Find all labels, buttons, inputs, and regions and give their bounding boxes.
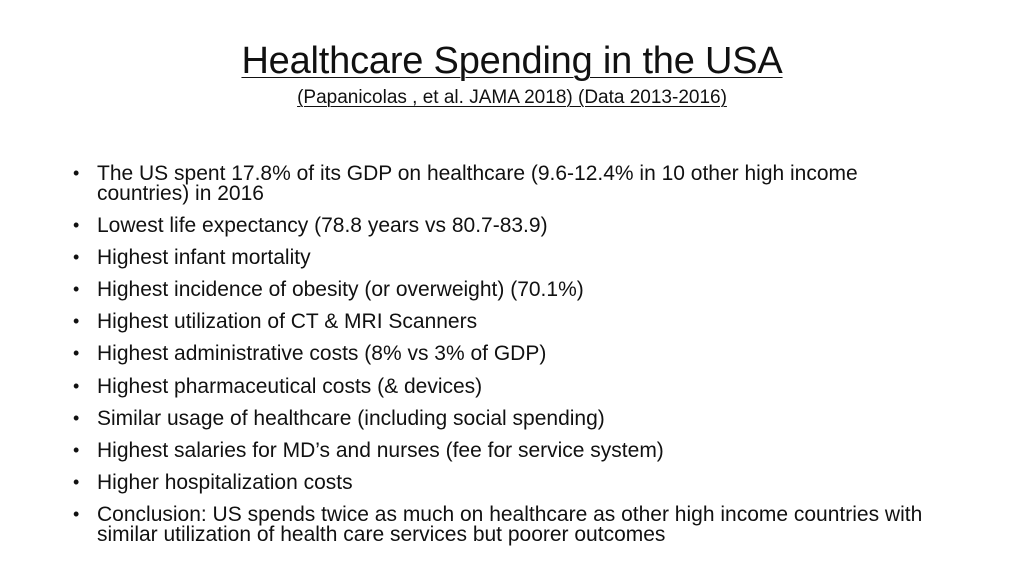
slide-title: Healthcare Spending in the USA [241, 40, 783, 82]
bullet-item: • Lowest life expectancy (78.8 years vs 80.7-83.9) [72, 216, 952, 236]
bullet-item: • Highest incidence of obesity (or overweight) (70.1%) [72, 280, 952, 300]
bullet-item: • Highest utilization of CT & MRI Scanners [72, 312, 952, 332]
bullet-item: • Highest infant mortality [72, 248, 952, 268]
bullet-item: • Highest pharmaceutical costs (& devices) [72, 377, 952, 397]
bullet-item: • The US spent 17.8% of its GDP on healthcare (9.6-12.4% in 10 other high income countries) in 2016 [72, 164, 952, 203]
bullet-item: • Higher hospitalization costs [72, 473, 952, 493]
slide-subtitle: (Papanicolas , et al. JAMA 2018) (Data 2013-2016) [297, 87, 727, 108]
bullet-list [72, 164, 952, 557]
bullet-item: • Highest administrative costs (8% vs 3% of GDP) [72, 344, 952, 364]
bullet-item: • Highest salaries for MD’s and nurses (fee for service system) [72, 441, 952, 461]
bullet-item: • Conclusion: US spends twice as much on healthcare as other high income countries with similar utilization of health care services but poorer outcomes [72, 505, 952, 544]
bullet-item: • Similar usage of healthcare (including social spending) [72, 409, 952, 429]
